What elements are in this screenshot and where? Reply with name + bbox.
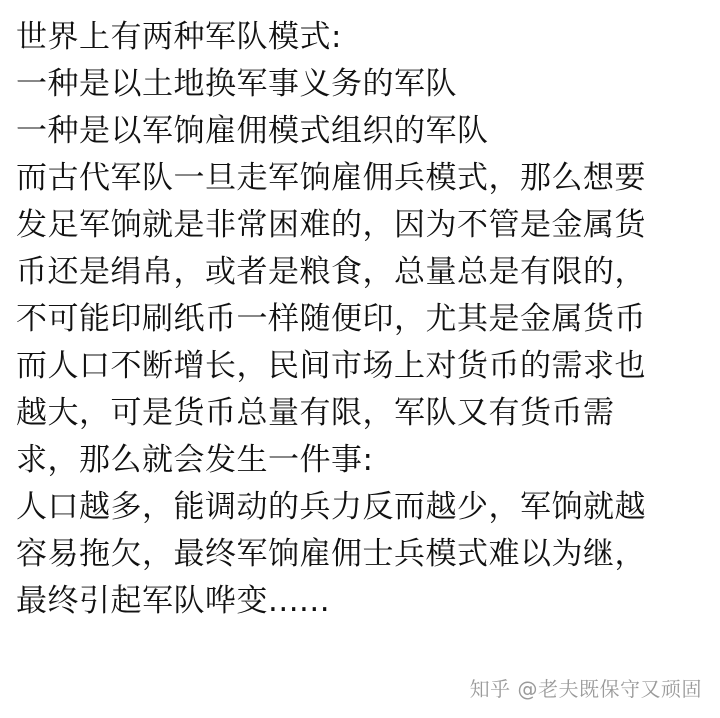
document-body: [16, 14, 716, 625]
text-line: 人口越多，能调动的兵力反而越少，军饷就越: [16, 489, 646, 525]
text-line: 世界上有两种军队模式:: [16, 19, 342, 55]
text-line: 币还是绢帛，或者是粮食，总量总是有限的，: [16, 254, 646, 290]
text-line: 一种是以土地换军事义务的军队: [16, 66, 457, 102]
text-line: 而人口不断增长，民间市场上对货币的需求也: [16, 348, 646, 384]
zhihu-watermark: 知乎 @老夫既保守又顽固: [469, 677, 702, 701]
text-line: 最终引起军队哗变......: [16, 583, 331, 619]
text-line: 不可能印刷纸币一样随便印，尤其是金属货币: [16, 301, 646, 337]
text-line: 越大，可是货币总量有限，军队又有货币需: [16, 395, 615, 431]
text-line: 一种是以军饷雇佣模式组织的军队: [16, 113, 489, 149]
text-line: 而古代军队一旦走军饷雇佣兵模式，那么想要: [16, 160, 646, 196]
text-line: 发足军饷就是非常困难的，因为不管是金属货: [16, 207, 646, 243]
text-line: 容易拖欠，最终军饷雇佣士兵模式难以为继，: [16, 536, 646, 572]
text-line: 求，那么就会发生一件事:: [16, 442, 374, 478]
